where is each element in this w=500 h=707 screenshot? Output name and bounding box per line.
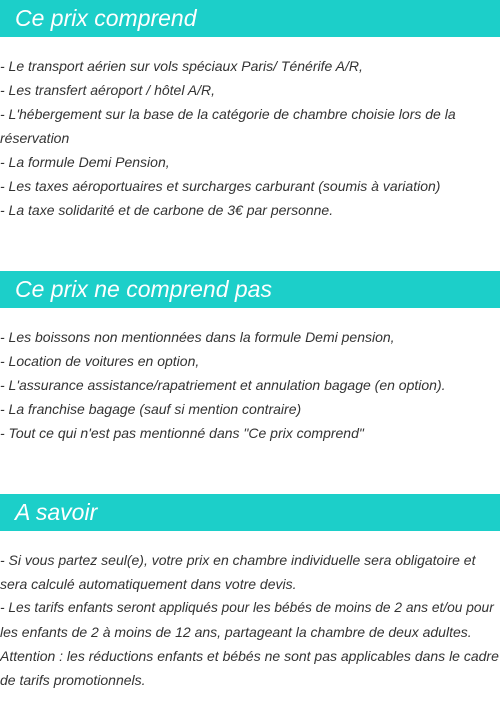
list-item: - Les boissons non mentionnées dans la formule Demi pension, [0,329,395,345]
list-item: les enfants de 2 à moins de 12 ans, partageant la chambre de deux adultes. [0,624,472,640]
section-good-to-know [0,494,500,692]
list-item: - Si vous partez seul(e), votre prix en chambre individuelle sera obligatoire et [0,552,476,568]
section-heading-good-to-know: A savoir [0,494,500,531]
included-list [0,54,500,222]
list-item: - La formule Demi Pension, [0,154,170,170]
list-item: - Location de voitures en option, [0,353,200,369]
list-item: Attention : les réductions enfants et bébés ne sont pas applicables dans le cadre [0,648,499,664]
list-item: - L'assurance assistance/rapatriement et annulation bagage (en option). [0,377,446,393]
list-item: - Le transport aérien sur vols spéciaux Paris/ Ténérife A/R, [0,58,363,74]
list-item: - Les tarifs enfants seront appliqués pour les bébés de moins de 2 ans et/ou pour [0,600,494,615]
list-item: - La franchise bagage (sauf si mention contraire) [0,401,302,417]
section-included [0,0,500,222]
list-item: - Les transfert aéroport / hôtel A/R, [0,82,216,98]
list-item: - Les taxes aéroportuaires et surcharges carburant (soumis à variation) [0,178,441,194]
not-included-list [0,325,500,445]
list-item: sera calculé automatiquement dans votre devis. [0,576,297,592]
section-heading-included: Ce prix comprend [0,0,500,37]
list-item: - Tout ce qui n'est pas mentionné dans "Ce prix comprend" [0,425,364,441]
list-item: de tarifs promotionnels. [0,672,146,688]
section-not-included [0,271,500,445]
list-item: - La taxe solidarité et de carbone de 3€ par personne. [0,202,334,218]
list-item: - L'hébergement sur la base de la catégorie de chambre choisie lors de la [0,106,456,122]
section-heading-not-included: Ce prix ne comprend pas [0,271,500,308]
list-item: réservation [0,130,70,146]
good-to-know-list [0,548,500,692]
